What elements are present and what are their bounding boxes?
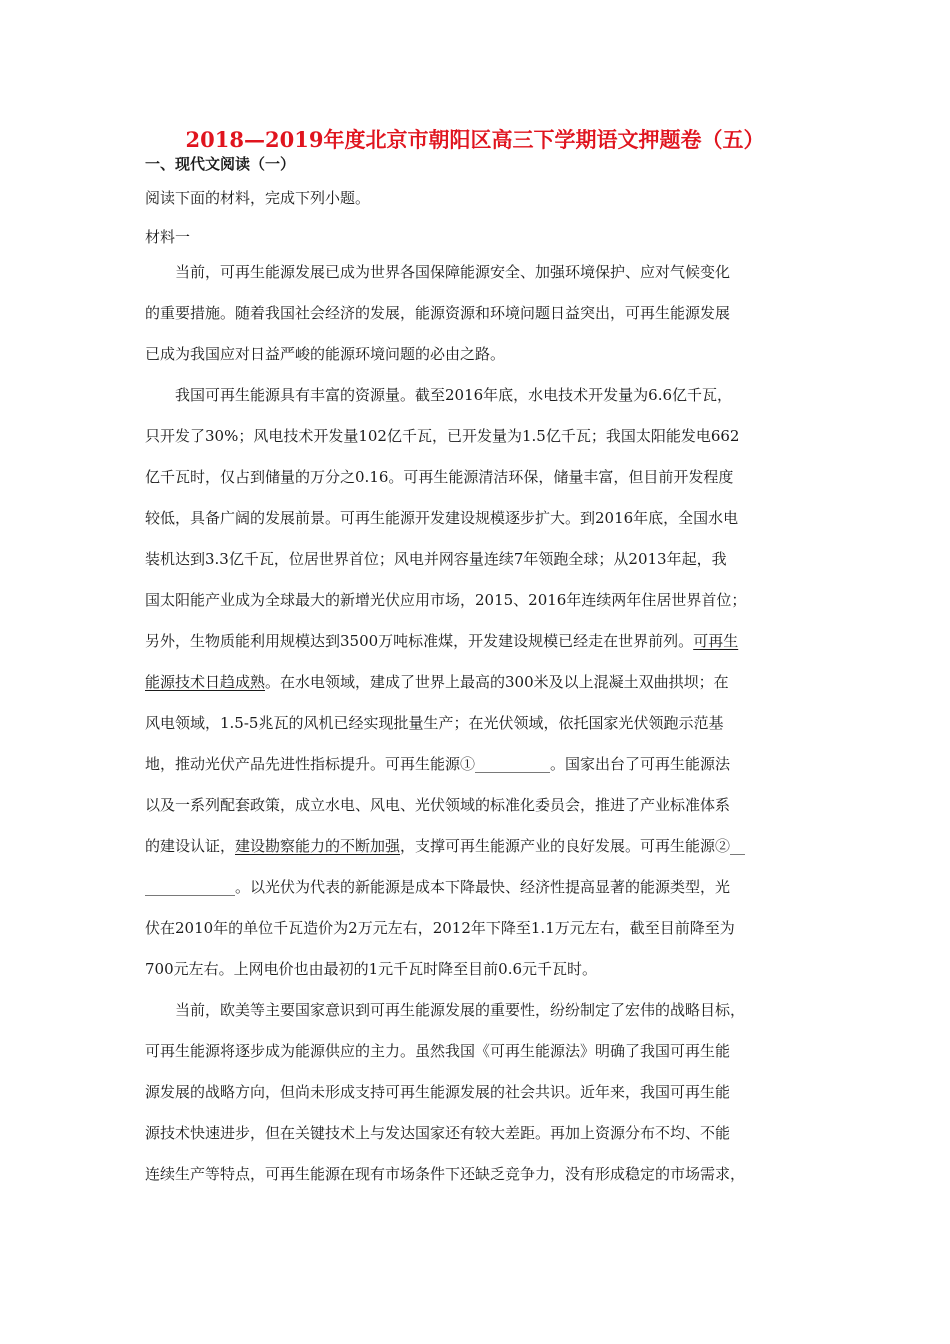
text-segment: 国太阳能产业成为全球最大的新增光伏应用市场，2015、2016年连续两年住居世界首位； (145, 591, 747, 609)
text-line (145, 752, 730, 776)
text-line (145, 301, 730, 325)
text-line (145, 834, 745, 858)
text-line (145, 465, 733, 489)
text-line (145, 547, 727, 571)
text-segment: 700元左右。上网电价也由最初的1元千瓦时降至目前0.6元千瓦时。 (145, 960, 598, 978)
text-line (145, 957, 597, 981)
text-segment: 当前，可再生能源发展已成为世界各国保障能源安全、加强环境保护、应对气候变化 (145, 263, 731, 281)
text-segment: 的建设认证， (145, 837, 236, 855)
text-segment: ____________。以光伏为代表的新能源是成本下降最快、经济性提高显著的能源类型，光 (145, 878, 731, 896)
underlined-phrase: 能源技术日趋成熟 (145, 673, 266, 691)
text-segment: 当前，欧美等主要国家意识到可再生能源发展的重要性，纷纷制定了宏伟的战略目标， (145, 1001, 746, 1019)
text-segment: 源技术快速进步，但在关键技术上与发达国家还有较大差距。再加上资源分布不均、不能 (145, 1124, 731, 1142)
text-segment: 已成为我国应对日益严峻的能源环境问题的必由之路。 (145, 345, 506, 363)
text-segment: 只开发了30%；风电技术开发量102亿千瓦，已开发量为1.5亿千瓦；我国太阳能发电662 (145, 427, 740, 445)
text-segment: 源发展的战略方向，但尚未形成支持可再生能源发展的社会共识。近年来，我国可再生能 (145, 1083, 731, 1101)
text-line (145, 711, 723, 735)
text-line (145, 793, 730, 817)
text-line (145, 875, 730, 899)
text-line (145, 588, 746, 612)
text-line (145, 916, 735, 940)
text-segment: 另外，生物质能利用规模达到3500万吨标准煤，开发建设规模已经走在世界前列。 (145, 632, 694, 650)
text-segment: 较低，具备广阔的发展前景。可再生能源开发建设规模逐步扩大。到2016年底，全国水电 (145, 509, 739, 527)
text-line (145, 629, 738, 653)
text-line (145, 424, 739, 448)
text-segment: 的重要措施。随着我国社会经济的发展，能源资源和环境问题日益突出，可再生能源发展 (145, 304, 731, 322)
text-line (145, 670, 729, 694)
text-segment: 装机达到3.3亿千瓦，位居世界首位；风电并网容量连续7年领跑全球；从2013年起，我 (145, 550, 727, 568)
section-heading: 一、现代文阅读（一） (145, 155, 296, 173)
text-segment: 以及一系列配套政策，成立水电、风电、光伏领域的标准化委员会，推进了产业标准体系 (145, 796, 731, 814)
text-segment: ，支撑可再生能源产业的良好发展。可再生能源②__ (400, 837, 746, 855)
text-line (145, 998, 745, 1022)
underlined-phrase: 可再生 (693, 632, 739, 650)
text-line (145, 1162, 745, 1186)
text-segment: 可再生能源将逐步成为能源供应的主力。虽然我国《可再生能源法》明确了我国可再生能 (145, 1042, 731, 1060)
text-line (145, 260, 730, 284)
document-title: 2018—2019年度北京市朝阳区高三下学期语文押题卷（五） (185, 127, 765, 152)
text-line (145, 383, 732, 407)
text-segment: 亿千瓦时，仅占到储量的万分之0.16。可再生能源清洁环保，储量丰富，但目前开发程度 (145, 468, 734, 486)
text-segment: 。在水电领域，建成了世界上最高的300米及以上混凝土双曲拱坝；在 (265, 673, 729, 691)
text-segment: 地，推动光伏产品先进性指标提升。可再生能源①__________。国家出台了可再生能源法 (145, 755, 731, 773)
text-line (145, 1080, 730, 1104)
text-segment: 我国可再生能源具有丰富的资源量。截至2016年底，水电技术开发量为6.6亿千瓦， (145, 386, 733, 404)
material-label: 材料一 (145, 228, 191, 246)
text-line (145, 1121, 730, 1145)
text-segment: 连续生产等特点，可再生能源在现有市场条件下还缺乏竞争力，没有形成稳定的市场需求， (145, 1165, 746, 1183)
text-segment: 风电领域，1.5-5兆瓦的风机已经实现批量生产；在光伏领域，依托国家光伏领跑示范基 (145, 714, 724, 732)
text-line (145, 1039, 730, 1063)
text-segment: 伏在2010年的单位千瓦造价为2万元左右，2012年下降至1.1万元左右，截至目前降至为 (145, 919, 735, 937)
text-line (145, 506, 738, 530)
instruction-text: 阅读下面的材料，完成下列小题。 (145, 189, 371, 207)
text-line (145, 342, 505, 366)
underlined-phrase: 建设勘察能力的不断加强 (235, 837, 401, 855)
